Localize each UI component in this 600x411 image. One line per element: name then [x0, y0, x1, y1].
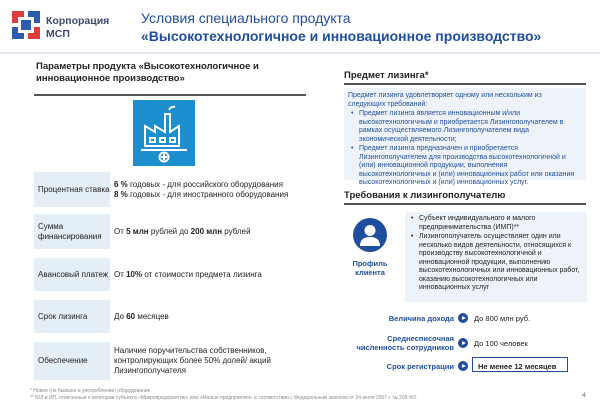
metric-label-income: Величина дохода: [388, 314, 454, 323]
param-row-rate: [34, 172, 306, 207]
param-value: 6 % годовых - для российского оборудования 8 % годовых - для иностранного оборудования: [114, 179, 289, 199]
requirements-list: [405, 212, 587, 302]
subject-heading-rule: [344, 83, 586, 85]
person-icon: [353, 218, 387, 252]
param-row-term: [34, 300, 306, 333]
metric-label-registration: Срок регистрации: [386, 362, 454, 371]
factory-icon: [133, 100, 195, 166]
requirements-heading: Требования к лизингополучателю: [344, 190, 506, 201]
subject-item: • Предмет лизинга предназначен и приобретается Лизингополучателем для производства высокотехнологичной и (или) инновационной продукции, выполнения высокотехнологичных и (или) инновационных работ или оказания высокотехнологичных и (или) инновационных услуг.: [348, 145, 580, 188]
logo-text: Корпорация МСП: [46, 15, 110, 40]
requirement-item: • Лизингополучатель осуществляет один или несколько видов деятельности, относящихся к производству высокотехнологичной и инновационной продукции, выполнению высокотехнологичных или инновационных работ, оказанию высокотехнологичных или инновационных услуг: [407, 233, 583, 293]
arrow-right-icon: [458, 338, 468, 348]
param-label: Процентная ставка: [34, 172, 110, 207]
logo: [10, 9, 115, 49]
arrow-right-icon: [458, 361, 468, 371]
logo-mark-icon: [10, 9, 42, 41]
param-row-advance: [34, 258, 306, 291]
param-value: От 5 млн рублей до 200 млн рублей: [114, 226, 251, 236]
footnote: ** ЮЛ и ИП, отнесенные к категории субъекта «Микропредприятие» или «Малые предприятия» в соответствии с Федеральным законом от 24 июля 2007 г. № 209-ФЗ.: [30, 394, 418, 401]
footnotes: [30, 388, 570, 401]
param-value: От 10% от стоимости предмета лизинга: [114, 269, 262, 279]
requirement-item: • Субъект индивидуального и малого предпринимательства (ИМП)**: [407, 215, 583, 232]
page-number: 4: [582, 392, 586, 399]
param-label: Обеспечение: [34, 342, 110, 380]
requirements-heading-rule: [344, 203, 586, 205]
params-heading-rule: [34, 94, 306, 96]
metric-label-headcount: Среднесписочная численность сотрудников: [356, 334, 454, 352]
subject-heading: Предмет лизинга*: [344, 70, 429, 81]
param-value: Наличие поручительства собственников, контролирующих более 50% долей/ акций Лизингополучателя: [114, 346, 271, 375]
metric-value-headcount: До 100 человек: [474, 339, 528, 348]
param-row-amount: [34, 214, 306, 249]
param-value: До 60 месяцев: [114, 311, 169, 321]
arrow-right-icon: [458, 313, 468, 323]
param-label: Сумма финансирования: [34, 214, 110, 249]
subject-item: • Предмет лизинга является инновационным и/или высокотехнологичным и приобретается Лизингополучателем в рамках осуществляемого Лизингополучателем вида экономической деятельности;: [348, 110, 580, 144]
profile-label: Профиль клиента: [352, 259, 388, 277]
param-row-collateral: [34, 342, 306, 380]
header-divider: [0, 52, 600, 54]
title-line-2: «Высокотехнологичное и инновационное производство»: [141, 28, 542, 44]
param-label: Авансовый платеж: [34, 258, 110, 291]
metric-value-registration: Не менее 12 месяцев: [478, 362, 557, 371]
metric-value-income: До 800 млн руб.: [474, 314, 531, 323]
param-label: Срок лизинга: [34, 300, 110, 333]
footnote: * Новое (не бывшее в употреблении) оборудование: [30, 388, 151, 394]
params-heading: Параметры продукта «Высокотехнологичное и инновационное производство»: [36, 61, 259, 84]
subject-box: [344, 88, 586, 186]
page-title: [141, 9, 581, 45]
title-line-1: Условия специального продукта: [141, 10, 351, 26]
subject-intro: Предмет лизинга удовлетворяет одному или нескольким из следующих требований:: [348, 92, 542, 108]
